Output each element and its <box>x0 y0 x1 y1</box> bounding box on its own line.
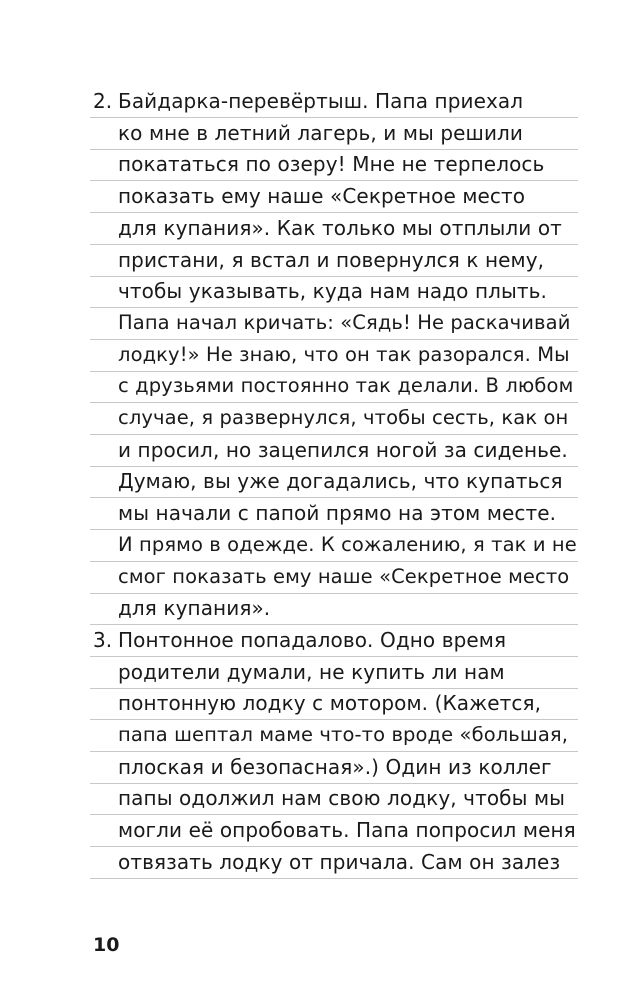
ruled-line <box>90 688 578 689</box>
ruled-line <box>90 276 578 277</box>
ruled-line <box>90 466 578 467</box>
text-line: плоская и безопасная».) Один из коллег <box>118 754 552 779</box>
ruled-line <box>90 180 578 181</box>
text-line: папа шептал маме что-то вроде «большая, <box>118 723 569 746</box>
text-line: показать ему наше «Секретное место <box>118 184 526 209</box>
ruled-line <box>90 783 578 784</box>
ruled-line <box>90 529 578 530</box>
ruled-line <box>90 497 578 498</box>
text-line: покататься по озеру! Мне не терпелось <box>118 152 545 177</box>
text-line: пристани, я встал и повернулся к нему, <box>118 247 545 272</box>
ruled-line <box>90 593 578 594</box>
ruled-line <box>90 719 578 720</box>
text-line: отвязать лодку от причала. Сам он залез <box>118 849 561 874</box>
text-line: ко мне в летний лагерь, и мы решили <box>118 120 524 145</box>
ruled-line <box>90 434 578 435</box>
text-line: И прямо в одежде. К сожалению, я так и не <box>118 532 577 556</box>
text-line: случае, я развернулся, чтобы сесть, как он <box>118 406 569 429</box>
text-line: смог показать ему наше «Секретное место <box>118 564 570 588</box>
list-number: 3. <box>93 627 113 652</box>
text-line: папы одолжил нам свою лодку, чтобы мы <box>118 786 566 811</box>
ruled-line <box>90 656 578 657</box>
text-line: мы начали с папой прямо на этом месте. <box>118 501 557 526</box>
list-number: 2. <box>93 89 113 113</box>
text-line: для купания». Как только мы отплыли от <box>118 215 562 240</box>
ruled-line <box>90 149 578 150</box>
ruled-line <box>90 117 578 118</box>
text-line: Байдарка-перевёртыш. Папа приехал <box>118 89 524 113</box>
text-line: понтонную лодку с мотором. (Кажется, <box>118 691 542 716</box>
ruled-line <box>90 244 578 245</box>
ruled-line <box>90 561 578 562</box>
text-line: Папа начал кричать: «Сядь! Не раскачивай <box>118 310 571 334</box>
text-line: и просил, но зацепился ногой за сиденье. <box>118 437 568 462</box>
ruled-line <box>90 878 578 879</box>
ruled-line <box>90 339 578 340</box>
text-line: лодку!» Не знаю, что он так разорался. Мы <box>118 342 570 366</box>
text-line: с друзьями постоянно так делали. В любом <box>118 374 574 398</box>
text-line: чтобы указывать, куда нам надо плыть. <box>118 279 548 304</box>
text-line: родители думали, не купить ли нам <box>118 659 505 684</box>
text-line: Думаю, вы уже догадались, что купаться <box>118 469 563 494</box>
text-line: могли её опробовать. Папа попросил меня <box>118 818 576 843</box>
ruled-line <box>90 751 578 752</box>
ruled-line <box>90 846 578 847</box>
ruled-line <box>90 624 578 625</box>
page-number: 10 <box>93 934 120 956</box>
ruled-line <box>90 371 578 372</box>
text-line: Понтонное попадалово. Одно время <box>118 627 507 652</box>
ruled-line <box>90 212 578 213</box>
ruled-line <box>90 814 578 815</box>
ruled-line <box>90 402 578 403</box>
ruled-line <box>90 307 578 308</box>
text-line: для купания». <box>118 596 271 621</box>
